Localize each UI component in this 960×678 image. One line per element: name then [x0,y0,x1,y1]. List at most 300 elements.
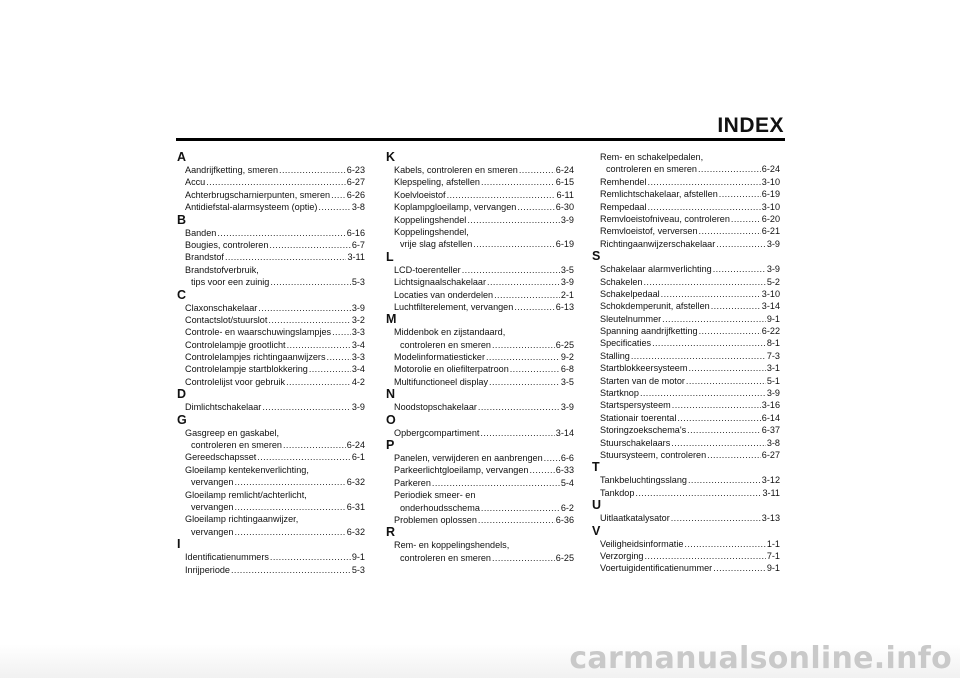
entry-text: Opbergcompartiment [394,427,480,438]
entry-text: Parkeerlichtgloeilamp, vervangen [394,465,529,476]
dot-leader [716,238,766,250]
dot-leader [268,314,350,326]
dot-leader [671,512,761,524]
entry-text: Gloeilamp remlicht/achterlicht, [185,489,307,500]
entry-text: Sleutelnummer [600,313,662,324]
entry-page-number: 9-1 [351,552,365,563]
entry-page-number: 9-2 [560,352,574,363]
entry-text: Controle- en waarschuwingslampjes [185,327,332,338]
dot-leader [672,399,761,411]
entry-page-number: 3-9 [766,264,780,275]
entry-text: Gereedschapsset [185,452,257,463]
index-entry [592,163,780,175]
index-entry [592,176,780,188]
index-entry [386,376,574,388]
entry-text: tips voor een zuinig [191,277,270,288]
entry-page-number: 6-19 [761,189,780,200]
entry-page-number: 6-30 [555,202,574,213]
index-entry [592,151,780,163]
entry-text: Storingzoekschema's [600,425,687,436]
entry-text: Claxonschakelaar [185,302,258,313]
entry-text: Banden [185,227,217,238]
section-letter: K [386,150,396,164]
entry-page-number: 3-9 [766,238,780,249]
dot-leader [478,401,560,413]
dot-leader [719,188,761,200]
entry-text: Schokdemperunit, afstellen [600,301,710,312]
index-entry [177,239,365,251]
index-entry [592,238,780,250]
entry-text: Stuurschakelaars [600,437,671,448]
entry-text: controleren en smeren [400,552,491,563]
entry-page-number: 7-3 [766,350,780,361]
dot-leader [711,300,761,312]
index-entry [177,464,365,476]
index-entry [592,276,780,288]
index-entry [177,302,365,314]
dot-leader [287,339,351,351]
entry-text: Controlelampje grootlicht [185,339,286,350]
entry-text: Gasgreep en gaskabel, [185,427,280,438]
entry-text: Brandstofverbruik, [185,264,259,275]
index-entry [386,464,574,476]
index-entry [386,289,574,301]
index-entry [592,325,780,337]
dot-leader [635,487,761,499]
entry-page-number: 3-1 [766,363,780,374]
entry-text: vervangen [191,477,234,488]
index-entry [592,263,780,275]
entry-text: Rem- en koppelingshendels, [394,540,510,551]
index-entry [177,176,365,188]
dot-leader [269,239,350,251]
dot-leader [487,276,560,288]
index-entry [386,276,574,288]
entry-page-number: 6-36 [555,514,574,525]
index-entry [386,427,574,439]
entry-text: Multifunctioneel display [394,376,489,387]
index-entry [386,176,574,188]
index-entry [386,539,574,551]
index-entry [386,301,574,313]
dot-leader [648,201,761,213]
dot-leader [225,251,347,263]
entry-page-number: 3-9 [560,214,574,225]
entry-page-number: 6-22 [761,326,780,337]
dot-leader [270,551,351,563]
entry-page-number: 6-24 [555,165,574,175]
entry-text: Veiligheidsinformatie [600,538,684,549]
dot-leader [514,301,554,313]
entry-page-number: 3-9 [560,277,574,288]
entry-page-number: 3-10 [761,201,780,212]
index-entry [592,300,780,312]
entry-page-number: 6-23 [346,165,365,175]
entry-page-number: 6-33 [555,465,574,476]
entry-page-number: 3-8 [351,202,365,213]
entry-text: Locaties van onderdelen [394,289,494,300]
entry-page-number: 5-3 [351,277,365,288]
dot-leader [662,313,766,325]
section-letter: V [592,523,601,538]
entry-text: Rem- en schakelpedalen, [600,152,704,162]
index-entry [177,551,365,563]
entry-text: Luchtfilterelement, vervangen [394,301,514,312]
entry-text: Problemen oplossen [394,514,477,525]
index-column-3 [592,151,780,575]
dot-leader [279,164,346,176]
entry-text: LCD-toerenteller [394,264,461,275]
entry-text: Panelen, verwijderen en aanbrengen [394,453,543,464]
entry-text: Voertuigidentificatienummer [600,563,713,574]
entry-text: controleren en smeren [400,339,491,350]
entry-text: Inrijperiode [185,564,230,575]
entry-page-number: 3-13 [761,513,780,524]
entry-page-number: 9-1 [766,563,780,574]
entry-text: vervangen [191,501,234,512]
dot-leader [283,439,346,451]
dot-leader [432,477,560,489]
index-entry [177,427,365,439]
dot-leader [519,164,555,176]
watermark-text: carmanualsonline.info [569,641,952,676]
dot-leader [481,176,555,188]
entry-text: Uitlaatkatalysator [600,513,670,524]
section-letter: O [386,412,396,427]
index-entry [386,326,574,338]
entry-text: Koppelingshendel, [394,226,469,237]
entry-text: Motorolie en oliefilterpatroon [394,364,509,375]
dot-leader [643,276,765,288]
entry-page-number: 6-14 [761,412,780,423]
index-entry [592,399,780,411]
entry-text: Bougies, controleren [185,239,269,250]
dot-leader [544,452,560,464]
index-entry [592,362,780,374]
dot-leader [517,201,554,213]
entry-page-number: 6-24 [346,440,365,451]
section-letter: A [177,150,187,164]
index-entry [177,276,365,288]
entry-text: Schakelpedaal [600,288,660,299]
index-entry [177,476,365,488]
entry-page-number: 6-2 [560,502,574,513]
entry-text: vervangen [191,526,234,537]
dot-leader [731,213,761,225]
entry-page-number: 6-25 [555,339,574,350]
index-entry [177,251,365,263]
entry-text: Startknop [600,388,639,399]
entry-text: Stalling [600,350,630,361]
dot-leader [206,176,346,188]
index-entry [177,451,365,463]
dot-leader [234,476,345,488]
index-entry [592,474,780,486]
entry-text: Identificatienummers [185,552,269,563]
entry-page-number: 6-21 [761,226,780,237]
dot-leader [489,376,560,388]
entry-page-number: 1-1 [766,538,780,549]
index-entry [177,264,365,276]
entry-page-number: 6-24 [761,164,780,175]
dot-leader [713,263,766,275]
section-letter: G [177,412,187,427]
section-letter: T [592,460,600,475]
index-entry [386,502,574,514]
index-entry [592,538,780,550]
index-entry [386,489,574,501]
entry-text: Starten van de motor [600,375,685,386]
dot-leader [332,326,351,338]
section-letter: L [386,249,394,264]
entry-text: Periodiek smeer- en [394,490,476,501]
dot-leader [447,189,556,201]
entry-page-number: 6-8 [560,364,574,375]
dot-leader [257,451,351,463]
entry-page-number: 2-1 [560,289,574,300]
dot-leader [688,474,761,486]
entry-page-number: 6-27 [346,177,365,188]
entry-text: Kabels, controleren en smeren [394,165,518,175]
entry-page-number: 6-31 [346,501,365,512]
entry-text: Controlelijst voor gebruik [185,376,286,387]
index-entry [592,387,780,399]
index-entry [177,339,365,351]
entry-page-number: 3-16 [761,400,780,411]
entry-text: Schakelaar alarmverlichting [600,264,712,275]
index-entry [592,487,780,499]
index-entry [592,213,780,225]
entry-page-number: 6-19 [555,239,574,250]
entry-page-number: 6-25 [555,552,574,563]
index-entry [177,489,365,501]
entry-text: controleren en smeren [191,440,282,451]
entry-text: Verzorging [600,550,644,561]
dot-leader [492,552,555,564]
entry-page-number: 6-13 [555,301,574,312]
entry-page-number: 5-4 [560,477,574,488]
index-entry [177,164,365,176]
entry-text: Spanning aandrijfketting [600,326,698,337]
entry-page-number: 6-32 [346,477,365,488]
dot-leader [327,351,351,363]
entry-page-number: 3-4 [351,364,365,375]
dot-leader [217,227,345,239]
dot-leader [510,363,560,375]
entry-text: Aandrijfketting, smeren [185,165,279,175]
entry-text: Koelvloeistof [394,189,446,200]
dot-leader [480,427,554,439]
entry-page-number: 8-1 [766,338,780,349]
dot-leader [492,339,555,351]
entry-text: Remvloeistofniveau, controleren [600,213,730,224]
entry-text: Richtingaanwijzerschakelaar [600,238,716,249]
index-entry [177,227,365,239]
entry-text: Noodstopschakelaar [394,402,477,413]
index-entry [592,337,780,349]
index-entry [177,189,365,201]
entry-page-number: 6-7 [351,239,365,250]
entry-text: Middenbok en zijstandaard, [394,327,506,338]
entry-page-number: 3-2 [351,314,365,325]
dot-leader [640,387,766,399]
entry-text: Antidiefstal-alarmsysteem (optie) [185,202,318,213]
dot-leader [318,201,350,213]
section-letter: M [386,312,397,327]
entry-page-number: 3-9 [351,402,365,413]
index-entry [592,512,780,524]
index-entry [177,501,365,513]
index-entry [386,214,574,226]
entry-page-number: 6-6 [560,453,574,464]
dot-leader [478,514,555,526]
index-entry [177,351,365,363]
entry-text: Dimlichtschakelaar [185,402,262,413]
dot-leader [648,176,761,188]
dot-leader [234,501,345,513]
index-entry [592,550,780,562]
entry-text: Achterbrugscharnierpunten, smeren [185,189,331,200]
entry-text: Contactslot/stuurslot [185,314,268,325]
entry-text: Stationair toerental [600,412,677,423]
dot-leader [486,351,560,363]
dot-leader [286,376,351,388]
index-entry [177,376,365,388]
entry-text: Klepspeling, afstellen [394,177,480,188]
index-entry [386,238,574,250]
index-entry [592,449,780,461]
section-letter: C [177,287,187,302]
entry-text: Controlelampje startblokkering [185,364,308,375]
entry-text: Controlelampjes richtingaanwijzers [185,352,326,363]
entry-text: controleren en smeren [606,164,697,175]
index-entry [177,326,365,338]
entry-text: Modelinformatiesticker [394,352,485,363]
entry-page-number: 3-3 [351,327,365,338]
index-column-2 [386,151,574,564]
entry-page-number: 7-1 [766,550,780,561]
entry-text: Startspersysteem [600,400,671,411]
index-entry [592,225,780,237]
entry-page-number: 3-10 [761,176,780,187]
index-entry [592,424,780,436]
dot-leader [331,189,346,201]
watermark [0,641,960,678]
entry-page-number: 3-14 [761,301,780,312]
entry-page-number: 3-5 [560,376,574,387]
index-entry [386,201,574,213]
dot-leader [258,302,351,314]
entry-text: onderhoudsschema [400,502,480,513]
entry-page-number: 3-11 [347,252,365,263]
section-letter: N [386,387,396,402]
entry-page-number: 6-32 [346,526,365,537]
index-entry [386,226,574,238]
entry-text: Koppelingshendel [394,214,467,225]
entry-text: Tankbeluchtingsslang [600,475,687,486]
dot-leader [698,163,761,175]
entry-text: Gloeilamp richtingaanwijzer, [185,514,299,525]
entry-page-number: 3-14 [555,427,574,438]
index-entry [177,564,365,576]
entry-page-number: 3-9 [351,302,365,313]
index-entry [592,313,780,325]
dot-leader [473,238,555,250]
title-rule [176,138,785,141]
entry-text: vrije slag afstellen [400,239,473,250]
section-letter: U [592,498,602,513]
dot-leader [707,449,761,461]
dot-leader [699,325,761,337]
index-entry [386,452,574,464]
dot-leader [467,214,560,226]
index-entry [592,288,780,300]
entry-text: Remvloeistof, verversen [600,226,698,237]
entry-page-number: 6-11 [556,189,574,200]
entry-page-number: 6-1 [351,452,365,463]
dot-leader [262,401,351,413]
section-letter: P [386,438,395,453]
entry-text: Koplampgloeilamp, vervangen [394,202,517,213]
index-column-1 [177,151,365,576]
entry-text: Rempedaal [600,201,647,212]
entry-page-number: 3-11 [762,487,780,498]
index-entry [592,562,780,574]
index-entry [386,164,574,176]
page-title: INDEX [717,114,784,137]
dot-leader [631,350,766,362]
entry-page-number: 3-10 [761,288,780,299]
entry-text: Remlichtschakelaar, afstellen [600,189,718,200]
index-entry [177,439,365,451]
entry-page-number: 6-26 [346,189,365,200]
dot-leader [677,412,760,424]
dot-leader [684,538,765,550]
entry-page-number: 9-1 [766,313,780,324]
entry-page-number: 5-1 [766,375,780,386]
dot-leader [270,276,350,288]
index-entry [177,314,365,326]
dot-leader [231,564,351,576]
section-letter: R [386,525,396,540]
index-entry [177,526,365,538]
index-entry [386,363,574,375]
entry-text: Tankdop [600,487,635,498]
index-entry [386,339,574,351]
section-letter: I [177,537,181,552]
index-entry [592,375,780,387]
entry-page-number: 6-37 [761,425,780,436]
entry-text: Remhendel [600,176,647,187]
dot-leader [688,362,765,374]
index-entry [177,401,365,413]
dot-leader [529,464,554,476]
entry-text: Specificaties [600,338,652,349]
entry-page-number: 6-15 [555,177,574,188]
entry-page-number: 6-16 [346,227,365,238]
dot-leader [699,225,761,237]
entry-page-number: 3-5 [560,264,574,275]
dot-leader [687,424,761,436]
index-entry [386,477,574,489]
dot-leader [462,264,560,276]
index-entry [386,264,574,276]
index-entry [177,513,365,525]
index-entry [386,514,574,526]
index-entry [177,201,365,213]
index-entry [386,351,574,363]
index-entry [592,188,780,200]
